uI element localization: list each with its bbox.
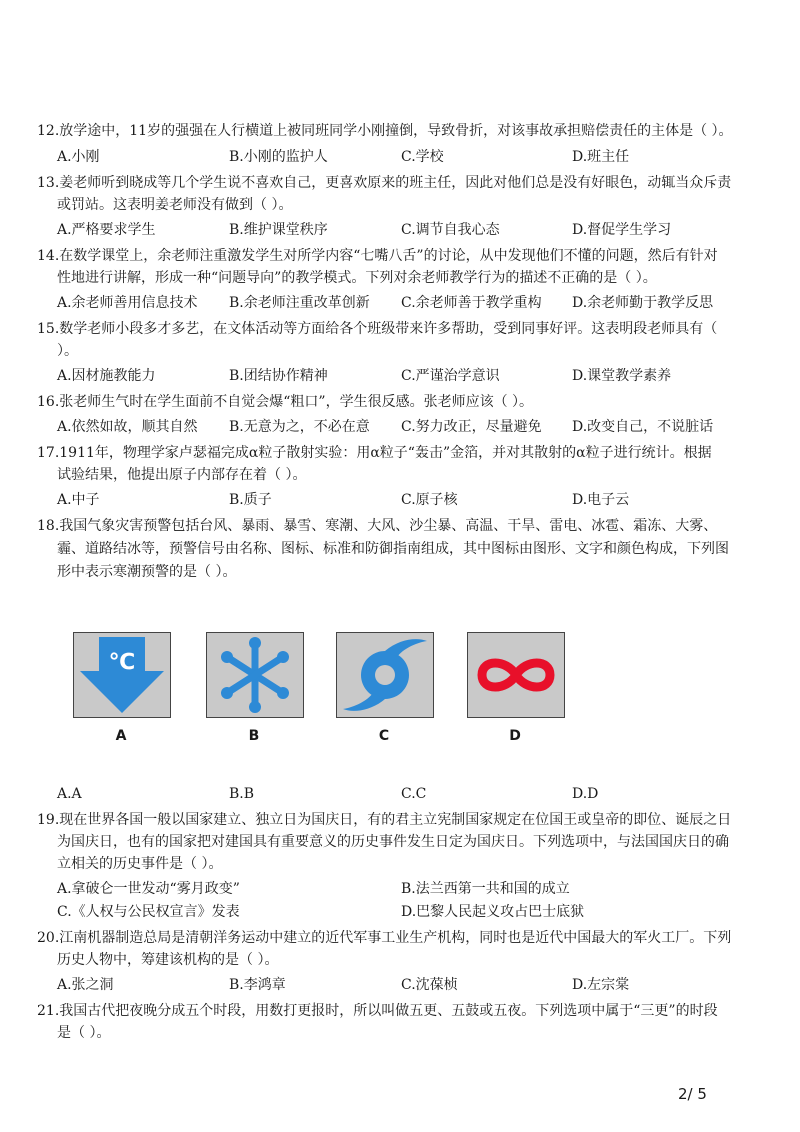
question-14-text: 14.在数学课堂上，余老师注重激发学生对所学内容“七嘴八舌”的讨论，从中发现他们不懂的问题，然后有针对 bbox=[37, 248, 718, 264]
q20-option-d: D.左宗棠 bbox=[572, 977, 630, 993]
question-13-text: 13.姜老师听到晓成等几个学生说不喜欢自己，更喜欢原来的班主任，因此对他们总是没有好眼色，动辄当众斥责 bbox=[37, 175, 732, 191]
question-19-text: 19.现在世界各国一般以国家建立、独立日为国庆日，有的君主立宪制国家规定在位国王或皇帝的即位、诞辰之日 bbox=[37, 812, 732, 828]
icon-panel-d bbox=[467, 632, 565, 718]
q17-option-b: B.质子 bbox=[229, 492, 272, 508]
q18-option-c: C.C bbox=[401, 786, 427, 802]
icon-panel-a bbox=[73, 632, 171, 718]
page-number: 2/ 5 bbox=[678, 1085, 707, 1103]
question-18-text-cont-2: 形中表示寒潮预警的是（ ）。 bbox=[57, 564, 237, 580]
q20-option-b: B.李鸿章 bbox=[229, 977, 286, 993]
q14-option-b: B.余老师注重改革创新 bbox=[229, 295, 370, 311]
celsius-label: ℃ bbox=[108, 650, 136, 675]
typhoon-icon bbox=[337, 633, 433, 717]
q17-option-c: C.原子核 bbox=[401, 492, 458, 508]
q14-option-c: C.余老师善于教学重构 bbox=[401, 295, 542, 311]
q12-option-b: B.小刚的监护人 bbox=[229, 149, 328, 165]
question-13-text-cont: 或罚站。这表明姜老师没有做到（ ）。 bbox=[57, 197, 293, 213]
q13-option-c: C.调节自我心态 bbox=[401, 222, 500, 238]
question-14-text-cont: 性地进行讲解，形成一种“问题导向”的教学模式。下列对余老师教学行为的描述不正确的是（ ）。 bbox=[57, 270, 657, 286]
q20-option-c: C.沈葆桢 bbox=[401, 977, 458, 993]
question-17-text-cont: 试验结果，他提出原子内部存在着（ ）。 bbox=[57, 467, 307, 483]
question-15-text-cont: ）。 bbox=[57, 343, 78, 359]
q16-option-c: C.努力改正，尽量避免 bbox=[401, 419, 542, 435]
q12-option-d: D.班主任 bbox=[572, 149, 630, 165]
question-18-text-cont-1: 霾、道路结冰等，预警信号由名称、图标、标准和防御指南组成，其中图标由图形、文字和颜色构成，下列图 bbox=[57, 541, 729, 557]
q13-option-a: A.严格要求学生 bbox=[57, 222, 156, 238]
question-12-text: 12.放学途中，11岁的强强在人行横道上被同班同学小刚撞倒，导致骨折，对该事故承担赔偿责任的主体是（ ）。 bbox=[37, 123, 733, 139]
q19-option-b: B.法兰西第一共和国的成立 bbox=[401, 881, 570, 897]
icon-panel-b bbox=[206, 632, 304, 718]
q19-option-a: A.拿破仑一世发动“雾月政变” bbox=[57, 881, 240, 897]
q15-option-c: C.严谨治学意识 bbox=[401, 368, 500, 384]
question-21-text: 21.我国古代把夜晚分成五个时段，用数打更报时，所以叫做五更、五鼓或五夜。下列选项中属于“三更”的时段 bbox=[37, 1003, 718, 1019]
q13-option-d: D.督促学生学习 bbox=[572, 222, 672, 238]
question-15-text: 15.数学老师小段多才多艺，在文体活动等方面给各个班级带来许多帮助，受到同事好评。这表明段老师具有（ bbox=[37, 321, 718, 337]
q15-option-a: A.因材施教能力 bbox=[57, 368, 156, 384]
q16-option-d: D.改变自己，不说脏话 bbox=[572, 419, 714, 435]
question-19-text-cont-1: 为国庆日，也有的国家把对建国具有重要意义的历史事件发生日定为国庆日。下列选项中，与法国国庆日的确 bbox=[57, 834, 729, 850]
figure-label-a: A bbox=[115, 728, 127, 744]
figure-label-d: D bbox=[509, 728, 521, 744]
q18-option-a: A.A bbox=[57, 786, 82, 802]
q20-option-a: A.张之洞 bbox=[57, 977, 114, 993]
q19-option-d: D.巴黎人民起义攻占巴士底狱 bbox=[401, 904, 585, 920]
q19-option-c: C.《人权与公民权宣言》发表 bbox=[57, 904, 240, 920]
q16-option-b: B.无意为之，不必在意 bbox=[229, 419, 370, 435]
question-20-text-cont: 历史人物中，筹建该机构的是（ ）。 bbox=[57, 952, 279, 968]
q16-option-a: A.依然如故，顺其自然 bbox=[57, 419, 198, 435]
q18-option-d: D.D bbox=[572, 786, 599, 802]
question-19-text-cont-2: 立相关的历史事件是（ ）。 bbox=[57, 856, 223, 872]
thermometer-arrow-icon bbox=[74, 633, 170, 717]
snowflake-icon bbox=[207, 633, 303, 717]
icon-panel-c bbox=[336, 632, 434, 718]
figure-label-c: C bbox=[378, 728, 390, 744]
q13-option-b: B.维护课堂秩序 bbox=[229, 222, 328, 238]
infinity-icon bbox=[468, 633, 564, 717]
q12-option-c: C.学校 bbox=[401, 149, 444, 165]
q17-option-d: D.电子云 bbox=[572, 492, 630, 508]
q14-option-a: A.余老师善用信息技术 bbox=[57, 295, 198, 311]
question-20-text: 20.江南机器制造总局是清朝洋务运动中建立的近代军事工业生产机构，同时也是近代中国最大的军火工厂。下列 bbox=[37, 930, 732, 946]
figure-label-b: B bbox=[248, 728, 260, 744]
q15-option-d: D.课堂教学素养 bbox=[572, 368, 672, 384]
question-18-text: 18.我国气象灾害预警包括台风、暴雨、暴雪、寒潮、大风、沙尘暴、高温、干旱、雷电、冰雹、霜冻、大雾、 bbox=[37, 518, 718, 534]
question-17-text: 17.1911年，物理学家卢瑟福完成α粒子散射实验：用α粒子“轰击”金箔，并对其散射的α粒子进行统计。根据 bbox=[37, 445, 712, 461]
q14-option-d: D.余老师勤于教学反思 bbox=[572, 295, 714, 311]
q15-option-b: B.团结协作精神 bbox=[229, 368, 328, 384]
question-21-text-cont: 是（ ）。 bbox=[57, 1025, 111, 1041]
q18-option-b: B.B bbox=[229, 786, 255, 802]
q12-option-a: A.小刚 bbox=[57, 149, 100, 165]
q17-option-a: A.中子 bbox=[57, 492, 100, 508]
warning-icons-figure bbox=[70, 630, 570, 755]
question-16-text: 16.张老师生气时在学生面前不自觉会爆“粗口”，学生很反感。张老师应该（ ）。 bbox=[37, 394, 534, 410]
